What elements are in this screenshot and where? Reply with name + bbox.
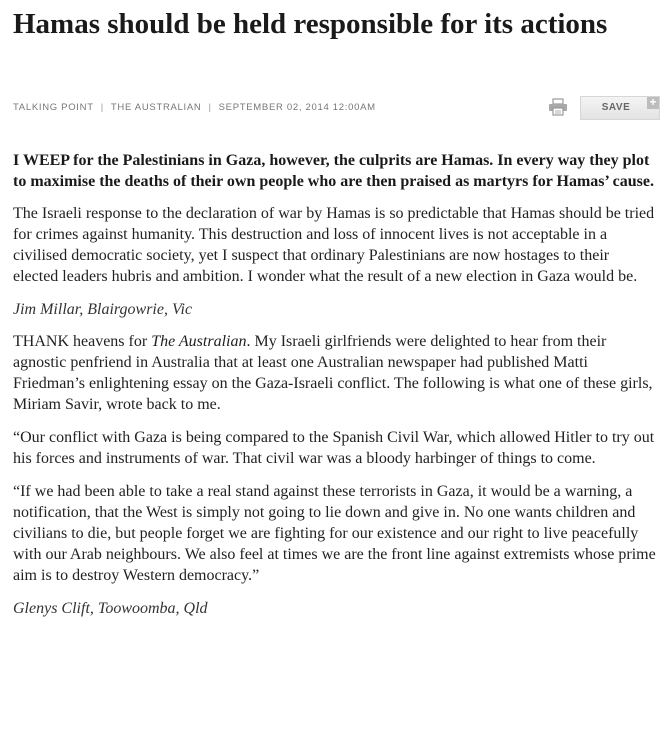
letter-signature: Glenys Clift, Toowoomba, Qld (13, 600, 208, 617)
paragraph-text: THANK heavens for (13, 333, 152, 350)
publication-name: The Australian (151, 333, 247, 350)
meta-separator: | (100, 102, 104, 113)
save-button-label: SAVE (601, 102, 631, 113)
article-paragraph: “Our conflict with Gaza is being compared to the Spanish Civil War, which allowed Hitler to try out his forces and instruments of war. That civil war was a bloody harbinger of things to come. (13, 429, 655, 467)
article-paragraph (13, 331, 658, 415)
meta-separator: | (208, 102, 212, 113)
article-meta (13, 102, 376, 113)
article-lead: I WEEP for the Palestinians in Gaza, however, the culprits are Hamas. In every way they plot to maximise the deaths of their own people who are then praised as martyrs for Hamas’ cause. (13, 152, 654, 190)
plus-icon: + (647, 97, 659, 109)
letter-signature: Jim Millar, Blairgowrie, Vic (13, 301, 193, 318)
paragraph-text: . My Israeli girlfriends were delighted to hear from their agnostic penfriend in Australia that at least one Australian newspaper had published Matti Friedman’s enlightening essay on the Gaza-Israeli conflict. The following is what one of these girls, Miriam Savir, wrote back to me. (13, 333, 653, 413)
save-button[interactable] (580, 96, 660, 120)
date-label: SEPTEMBER 02, 2014 12:00AM (218, 102, 376, 113)
section-label[interactable]: TALKING POINT (13, 102, 94, 113)
publication-label[interactable]: THE AUSTRALIAN (110, 102, 202, 113)
article-paragraph: The Israeli response to the declaration of war by Hamas is so predictable that Hamas should be tried for crimes against humanity. This destruction and loss of innocent lives is not acceptable in a civilised democratic society, yet I suspect that ordinary Palestinians are now hostages to their elected leaders hubris and ambition. I wonder what the result of a new election in Gaza would be. (13, 205, 655, 285)
article-body (13, 150, 658, 630)
article-paragraph: “If we had been able to take a real stand against these terrorists in Gaza, it would be a warning, a notification, that the West is simply not going to lie down and give in. No one wants children and civilians to die, but people forget we are fighting for our existence and our right to live peacefully with our Arab neighbours. We also feel at times we are the front line against extremists whose prime aim is to destroy Western democracy.” (13, 483, 656, 584)
printer-icon[interactable] (548, 98, 568, 116)
page-title: Hamas should be held responsible for its actions (13, 8, 608, 40)
